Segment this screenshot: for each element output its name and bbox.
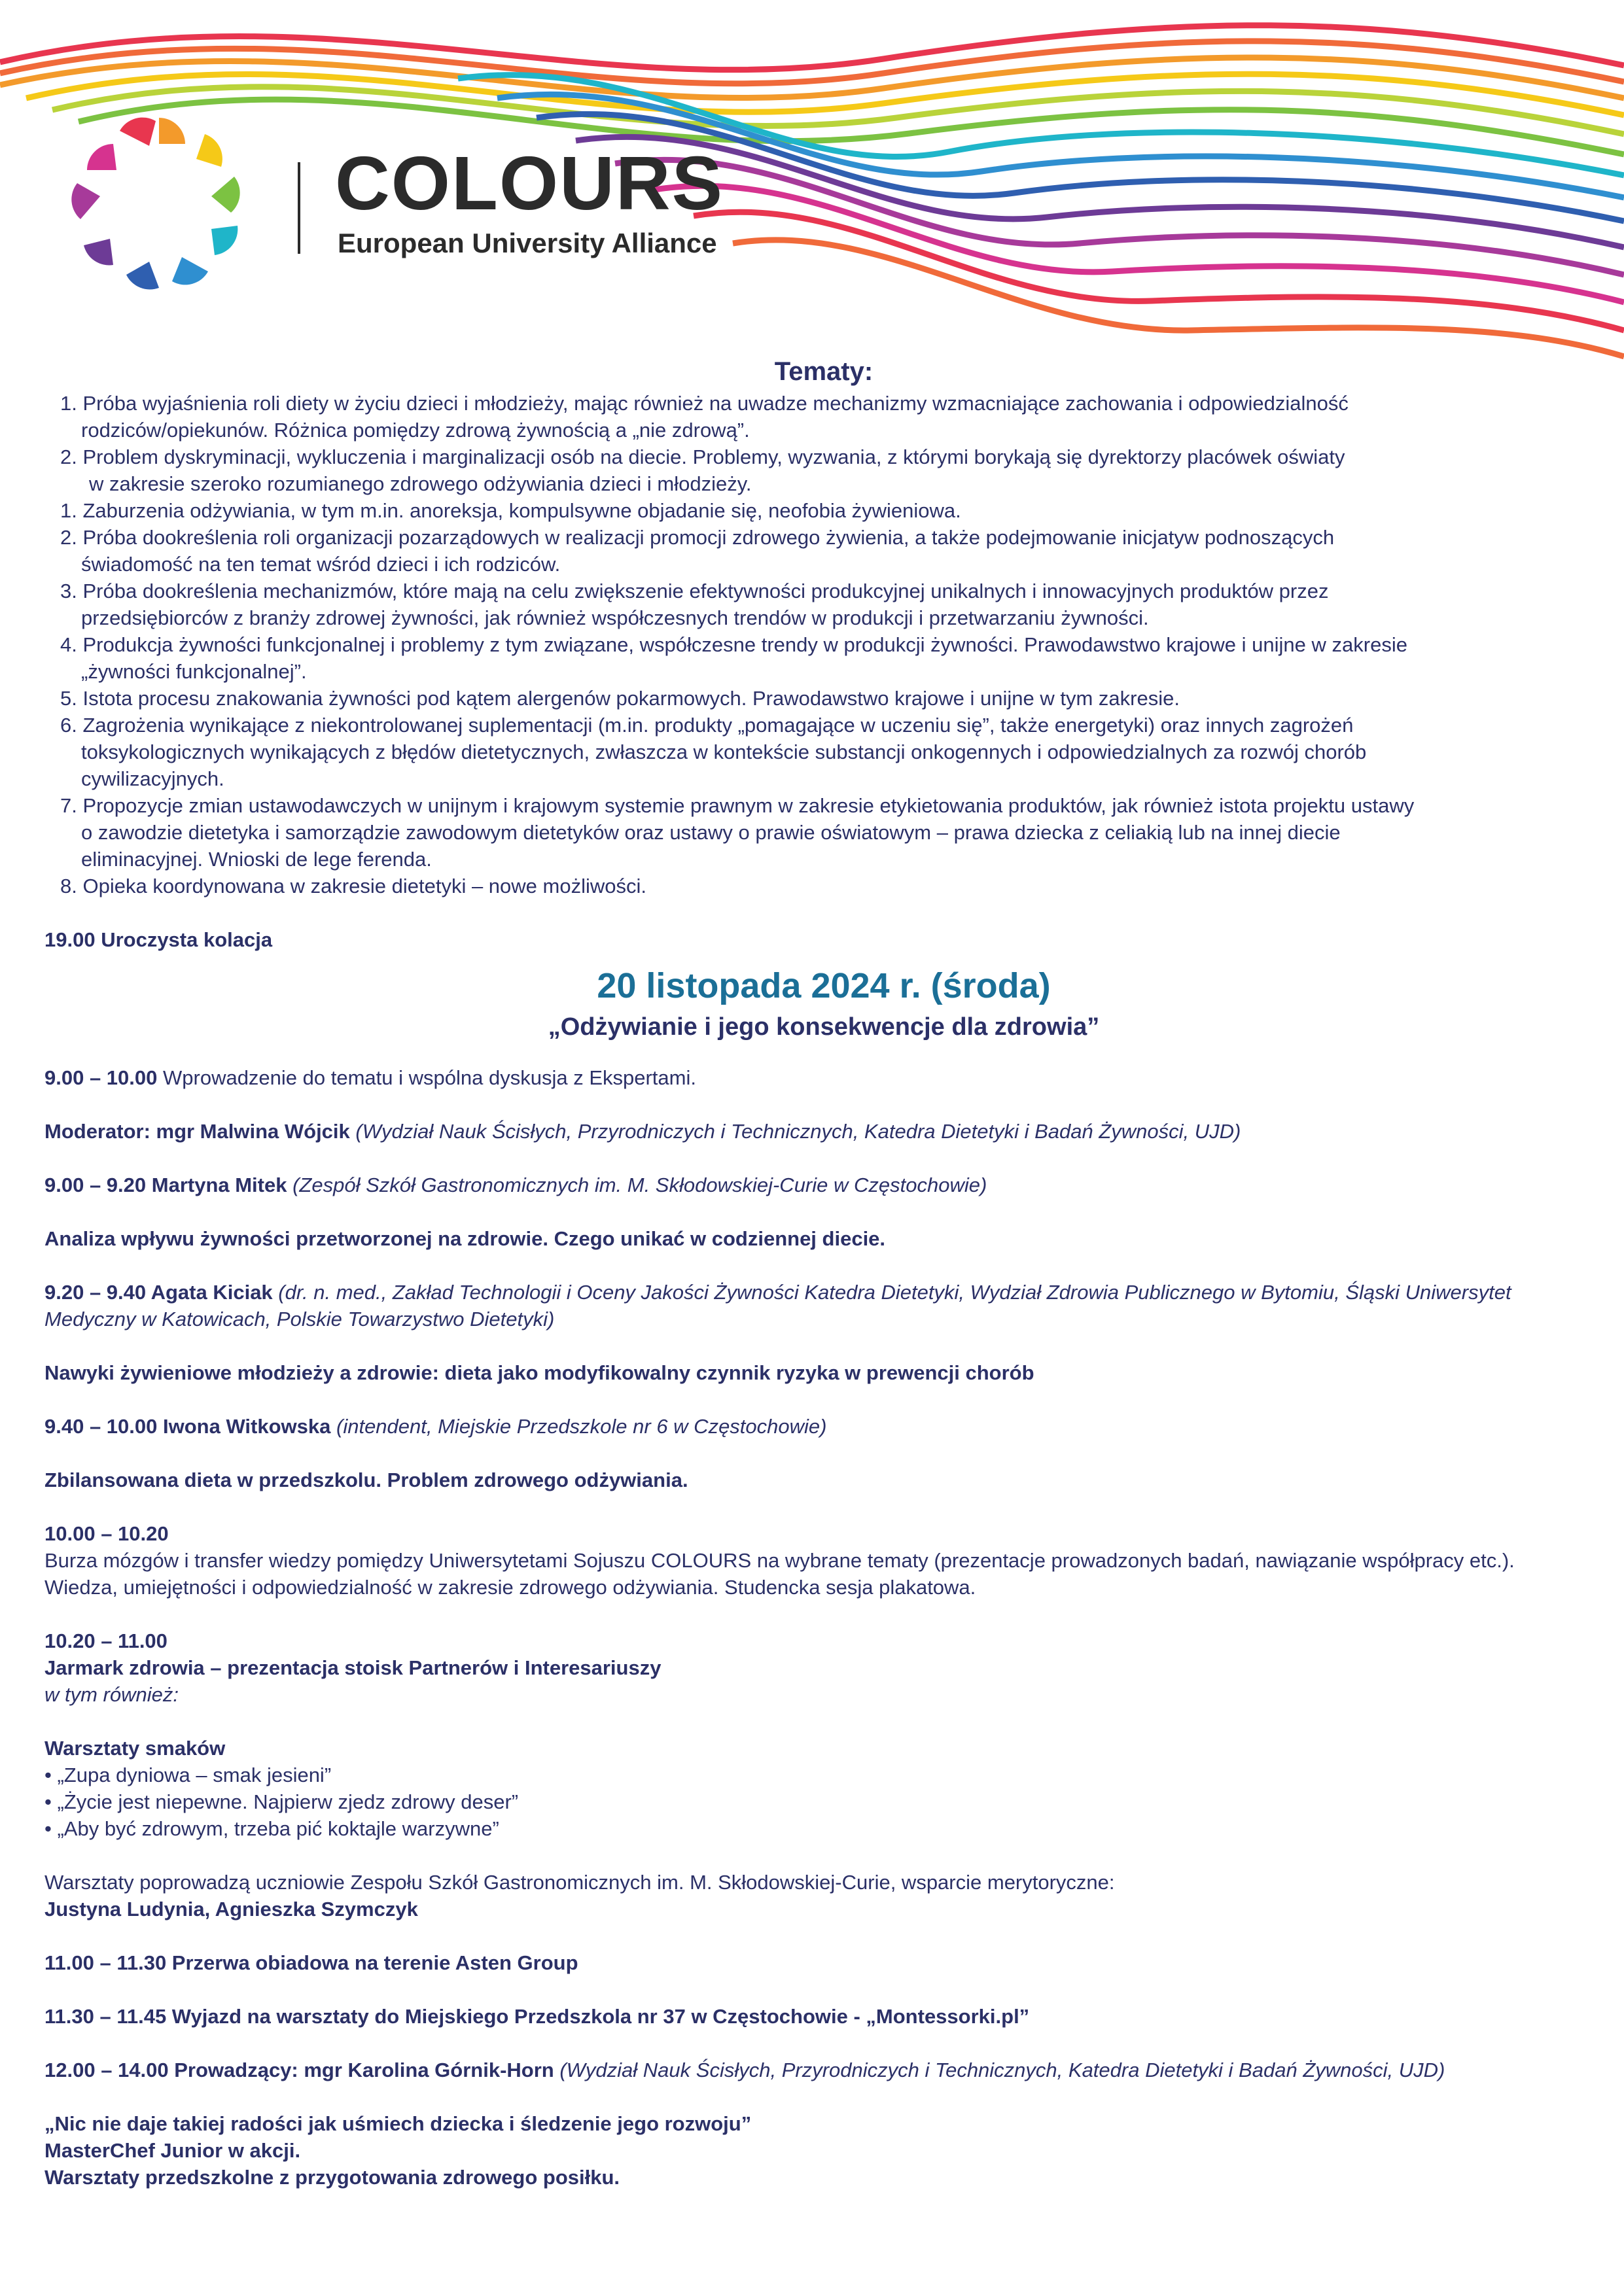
session-1-header: 9.00 – 9.20 Martyna Mitek (Zespół Szkół Gastronomicznych im. M. Skłodowskiej-Curie w Częstochowie) — [44, 1174, 987, 1196]
topic-item: 4. Produkcja żywności funkcjonalnej i problemy z tym związane, współczesne trendy w produkcji żywności. Prawodawstwo krajowe i unijne w zakresie — [60, 633, 1407, 656]
workshops-line: Warsztaty przedszkolne z przygotowania zdrowego posiłku. — [44, 2166, 620, 2189]
session-2-title: Nawyki żywieniowe młodzieży a zdrowie: dieta jako modyfikowalny czynnik ryzyka w prewencji chorób — [44, 1361, 1034, 1384]
topic-item-cont: toksykologicznych wynikających z błędów dietetycznych, zwłaszcza w kontekście substancji onkogennych i odpowiedzialnych za rozwój chorób — [81, 740, 1367, 763]
topic-item: 5. Istota procesu znakowania żywności pod kątem alergenów pokarmowych. Prawodawstwo krajowe i unijne w tym zakresie. — [60, 687, 1180, 710]
lunch-line: 11.00 – 11.30 Przerwa obiadowa na terenie Asten Group — [44, 1951, 578, 1974]
topics-title: Tematy: — [774, 357, 874, 386]
fair-note: w tym również: — [44, 1683, 179, 1706]
topic-item: 3. Próba dookreślenia mechanizmów, które mają na celu zwiększenie efektywności produkcyjnej unikalnych i innowacyjnych produktów przez — [60, 580, 1329, 602]
workshops-people: Justyna Ludynia, Agnieszka Szymczyk — [44, 1898, 418, 1921]
session-1-title: Analiza wpływu żywności przetworzonej na zdrowie. Czego unikać w codziennej diecie. — [44, 1227, 886, 1250]
intro-line: 9.00 – 10.00 Wprowadzenie do tematu i wspólna dyskusja z Ekspertami. — [44, 1066, 696, 1089]
topic-item: 1. Zaburzenia odżywiania, w tym m.in. anoreksja, kompulsywne objadanie się, neofobia żywieniowa. — [60, 499, 961, 522]
topic-item-cont: rodziców/opiekunów. Różnica pomiędzy zdrową żywnością a „nie zdrową”. — [81, 419, 750, 442]
topic-item-cont: w zakresie szeroko rozumianego zdrowego odżywiania dzieci i młodzieży. — [89, 472, 752, 495]
topic-item: 2. Próba dookreślenia roli organizacji pozarządowych w realizacji promocji zdrowego żywienia, a także podejmowanie inicjatyw podnoszących — [60, 526, 1335, 549]
brainstorm-time: 10.00 – 10.20 — [44, 1522, 169, 1545]
topic-item: 2. Problem dyskryminacji, wykluczenia i marginalizacji osób na diecie. Problemy, wyzwania, z którymi borykają się dyrektorzy placówek oświaty — [60, 445, 1345, 468]
workshops-title: Warsztaty smaków — [44, 1737, 226, 1760]
topic-item: 8. Opieka koordynowana w zakresie dietetyki – nowe możliwości. — [60, 875, 646, 897]
day-subtitle: „Odżywianie i jego konsekwencje dla zdrowia” — [548, 1013, 1100, 1041]
quote-line: „Nic nie daje takiej radości jak uśmiech dziecka i śledzenie jego rozwoju” — [44, 2112, 752, 2135]
brainstorm-text-2: Wiedza, umiejętności i odpowiedzialność w zakresie zdrowego odżywiania. Studencka sesja plakatowa. — [44, 1576, 976, 1599]
topic-item-cont: eliminacyjnej. Wnioski de lege ferenda. — [81, 848, 432, 871]
session-3-header: 9.40 – 10.00 Iwona Witkowska (intendent, Miejskie Przedszkole nr 6 w Częstochowie) — [44, 1415, 827, 1438]
masterchef-line: MasterChef Junior w akcji. — [44, 2139, 301, 2162]
session-2-header: 9.20 – 9.40 Agata Kiciak (dr. n. med., Zakład Technologii i Oceny Jakości Żywności Katedra Dietetyki, Wydział Zdrowia Publicznego w Bytomiu, Śląski Uniwersytet Medyczny w Katowicach, Polskie Towarzystwo Dietetyki) — [44, 1281, 1511, 1331]
logo-wordmark: COLOURS — [335, 141, 724, 226]
lead-line: 12.00 – 14.00 Prowadzący: mgr Karolina Górnik-Horn (Wydział Nauk Ścisłych, Przyrodniczych i Technicznych, Katedra Dietetyki i Badań Żywności, UJD) — [44, 2059, 1445, 2081]
workshop-item: • „Życie jest niepewne. Najpierw zjedz zdrowy deser” — [44, 1790, 519, 1813]
topic-item-cont: cywilizacyjnych. — [81, 767, 224, 790]
colours-flower-logo — [58, 105, 260, 307]
topic-item-cont: przedsiębiorców z branży zdrowej żywności, jak również współczesnych trendów w produkcji i przetwarzaniu żywności. — [81, 606, 1149, 629]
workshop-item: • „Aby być zdrowym, trzeba pić koktajle warzywne” — [44, 1817, 499, 1840]
topic-item: 1. Próba wyjaśnienia roli diety w życiu dzieci i młodzieży, mając również na uwadze mechanizmy wzmacniające zachowania i odpowiedzialność — [60, 392, 1349, 415]
dinner-line: 19.00 Uroczysta kolacja — [44, 928, 273, 951]
session-3-title: Zbilansowana dieta w przedszkolu. Problem zdrowego odżywiania. — [44, 1469, 688, 1491]
logo-divider — [298, 162, 300, 254]
day-heading: 20 listopada 2024 r. (środa) — [597, 966, 1051, 1005]
workshop-item: • „Zupa dyniowa – smak jesieni” — [44, 1764, 332, 1786]
moderator-line: Moderator: mgr Malwina Wójcik (Wydział Nauk Ścisłych, Przyrodniczych i Technicznych, Katedra Dietetyki i Badań Żywności, UJD) — [44, 1120, 1241, 1143]
topics-list — [44, 390, 1603, 899]
topic-item: 7. Propozycje zmian ustawodawczych w unijnym i krajowym systemie prawnym w zakresie etykietowania produktów, jak również istota projektu ustawy — [60, 794, 1415, 817]
brainstorm-text: Burza mózgów i transfer wiedzy pomiędzy Uniwersytetami Sojuszu COLOURS na wybrane tematy (prezentacje prowadzonych badań, nawiązanie współpracy etc.). — [44, 1549, 1515, 1572]
topic-item: 6. Zagrożenia wynikające z niekontrolowanej suplementacji (m.in. produkty „pomagające w uczeniu się”, także energetyki) oraz innych zagrożeń — [60, 714, 1354, 737]
topic-item-cont: świadomość na ten temat wśród dzieci i ich rodziców. — [81, 553, 561, 576]
fair-title: Jarmark zdrowia – prezentacja stoisk Partnerów i Interesariuszy — [44, 1656, 662, 1679]
logo-subtitle: European University Alliance — [338, 228, 717, 258]
topic-item-cont: o zawodzie dietetyka i samorządzie zawodowym dietetyków oraz ustawy o prawie oświatowym – prawa dziecka z celiakią lub na innej diecie — [81, 821, 1341, 844]
workshops-note: Warsztaty poprowadzą uczniowie Zespołu Szkół Gastronomicznych im. M. Skłodowskiej-Curie, wsparcie merytoryczne: — [44, 1871, 1115, 1894]
topic-item-cont: „żywności funkcjonalnej”. — [81, 660, 307, 683]
fair-time: 10.20 – 11.00 — [44, 1629, 168, 1652]
document-body — [44, 353, 1603, 2191]
trip-line: 11.30 – 11.45 Wyjazd na warsztaty do Miejskiego Przedszkola nr 37 w Częstochowie - „Montessorki.pl” — [44, 2005, 1030, 2028]
